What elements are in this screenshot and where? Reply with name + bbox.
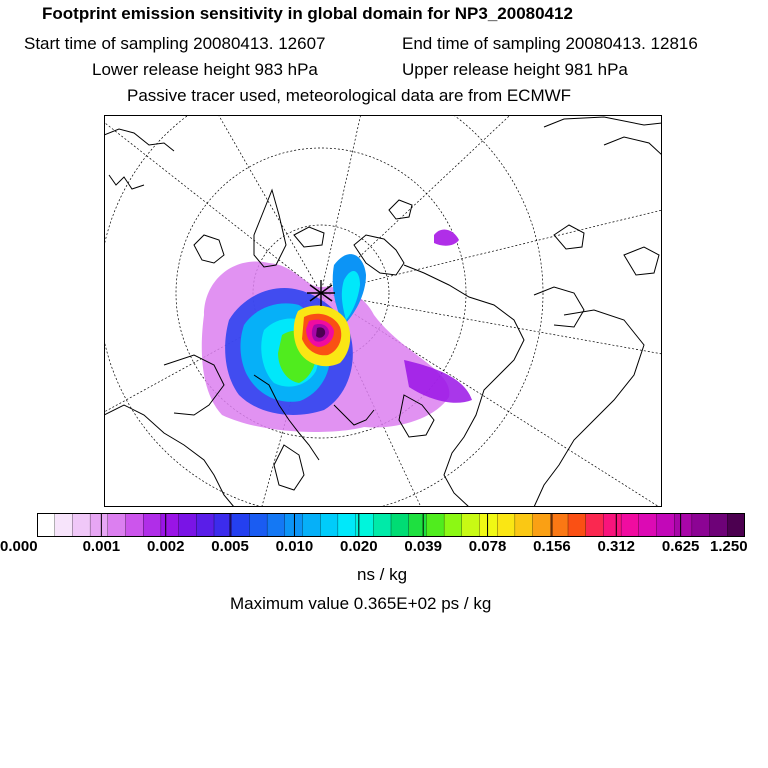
colorbar-swatch: [320, 513, 338, 537]
colorbar-swatch: [55, 513, 73, 537]
colorbar-swatch: [285, 513, 303, 537]
colorbar-swatch: [586, 513, 604, 537]
colorbar-swatch: [692, 513, 710, 537]
colorbar-swatch: [249, 513, 267, 537]
colorbar-swatch: [391, 513, 409, 537]
lower-height-label: Lower release height 983 hPa: [92, 60, 318, 79]
colorbar-tick-label: 0.000: [0, 538, 38, 555]
colorbar-swatch: [444, 513, 462, 537]
colorbar-swatches: [37, 513, 745, 537]
colorbar-swatch: [497, 513, 515, 537]
colorbar-swatch: [462, 513, 480, 537]
tracer-note: Passive tracer used, meteorological data are from ECMWF: [127, 86, 572, 105]
colorbar-swatch: [108, 513, 126, 537]
colorbar-swatch: [373, 513, 391, 537]
colorbar-swatch: [338, 513, 356, 537]
footprint-map: [104, 115, 662, 507]
colorbar-swatch: [72, 513, 90, 537]
colorbar-swatch: [639, 513, 657, 537]
colorbar-tick-label: 0.005: [211, 538, 249, 555]
units-label: ns / kg: [357, 565, 408, 584]
colorbar: [37, 513, 745, 537]
colorbar-tick-label: 0.039: [404, 538, 442, 555]
map-title: Footprint emission sensitivity in global domain for NP3_20080412: [42, 4, 573, 23]
colorbar-swatch: [710, 513, 728, 537]
start-time-label: Start time of sampling 20080413. 12607: [24, 34, 326, 53]
colorbar-tick-label: 0.625: [661, 538, 700, 555]
colorbar-swatch: [409, 513, 427, 537]
colorbar-swatch: [267, 513, 285, 537]
colorbar-swatch: [621, 513, 639, 537]
colorbar-swatch: [480, 513, 498, 537]
colorbar-tick-label: 0.156: [533, 538, 571, 555]
colorbar-swatch: [303, 513, 321, 537]
colorbar-tick-label: 0.010: [275, 538, 314, 555]
colorbar-tick-label: 1.250: [710, 538, 748, 555]
end-time-label: End time of sampling 20080413. 12816: [402, 34, 698, 53]
colorbar-swatch: [515, 513, 533, 537]
colorbar-swatch: [161, 513, 179, 537]
colorbar-swatch: [126, 513, 144, 537]
colorbar-swatch: [533, 513, 551, 537]
colorbar-swatch: [426, 513, 444, 537]
colorbar-swatch: [568, 513, 586, 537]
upper-height-label: Upper release height 981 hPa: [402, 60, 628, 79]
colorbar-swatch: [550, 513, 568, 537]
max-value-label: Maximum value 0.365E+02 ps / kg: [230, 594, 492, 613]
colorbar-tick-label: 0.078: [468, 538, 507, 555]
colorbar-swatch: [727, 513, 745, 537]
colorbar-swatch: [674, 513, 692, 537]
colorbar-swatch: [232, 513, 250, 537]
colorbar-swatch: [214, 513, 232, 537]
colorbar-tick-label: 0.312: [597, 538, 636, 555]
colorbar-swatch: [37, 513, 55, 537]
colorbar-swatch: [657, 513, 675, 537]
colorbar-tick-label: 0.001: [82, 538, 121, 555]
colorbar-swatch: [603, 513, 621, 537]
colorbar-swatch: [90, 513, 108, 537]
colorbar-swatch: [196, 513, 214, 537]
colorbar-swatch: [143, 513, 161, 537]
colorbar-tick-label: 0.020: [340, 538, 378, 555]
colorbar-swatch: [179, 513, 197, 537]
colorbar-tick-label: 0.002: [146, 538, 185, 555]
